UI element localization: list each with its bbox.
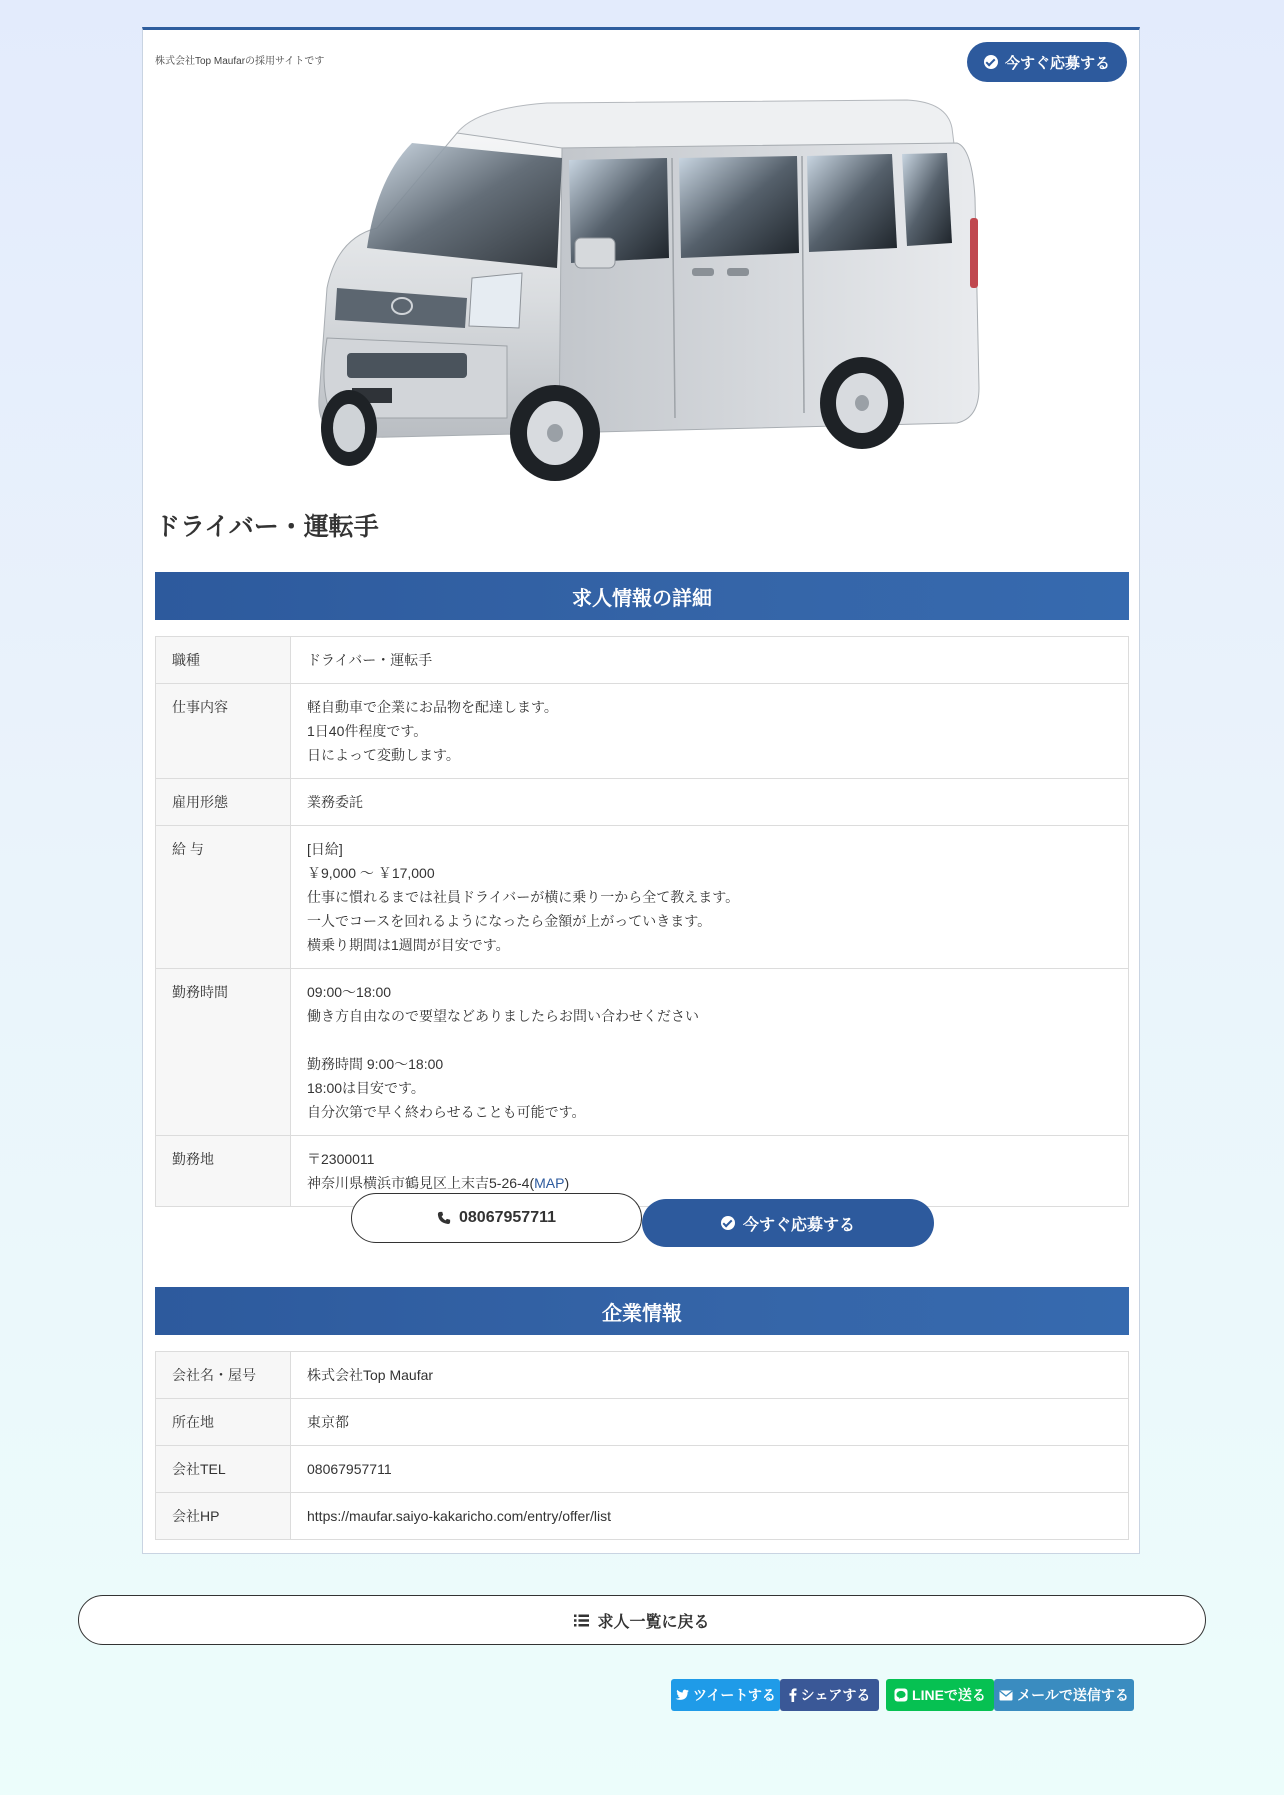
phone-icon: [437, 1211, 451, 1225]
apply-now-label: 今すぐ応募する: [742, 1216, 855, 1234]
list-icon: [574, 1614, 589, 1627]
postal-code: 〒2300011: [307, 1151, 375, 1167]
table-row: [156, 684, 1129, 779]
facebook-share-button[interactable]: [780, 1679, 879, 1711]
row-label: 仕事内容: [156, 684, 291, 779]
row-value: 東京都: [291, 1399, 1129, 1446]
row-label: 勤務地: [156, 1136, 291, 1207]
job-title: ドライバー・運転手: [155, 513, 379, 541]
row-value: 株式会社Top Maufar: [291, 1352, 1129, 1399]
table-row: [156, 826, 1129, 969]
mail-share-button[interactable]: [994, 1679, 1134, 1711]
tweet-label: ツイートする: [693, 1687, 776, 1703]
row-value: 軽自動車で企業にお品物を配達します。 1日40件程度です。 日によって変動します。: [291, 684, 1129, 779]
tweet-button[interactable]: [671, 1679, 780, 1711]
line-icon: [894, 1688, 908, 1702]
details-section-header: 求人情報の詳細: [155, 572, 1129, 620]
row-label: 給 与: [156, 826, 291, 969]
job-card: [142, 27, 1140, 1554]
table-row: [156, 1352, 1129, 1399]
table-row: [156, 1446, 1129, 1493]
row-value: 09:00～18:00 働き方自由なので要望などありましたらお問い合わせください 勤務時間 9:00〜18:00 18:00は目安です。 自分次第で早く終わらせることも可能です。: [291, 969, 1129, 1136]
row-label: 会社HP: [156, 1493, 291, 1540]
apply-now-button-top[interactable]: [967, 42, 1127, 82]
phone-number: 08067957711: [459, 1209, 556, 1226]
row-label: 職種: [156, 637, 291, 684]
line-share-label: LINEで送る: [912, 1687, 986, 1703]
vehicle-photo: [307, 88, 987, 518]
company-homepage-link[interactable]: https://maufar.saiyo-kakaricho.com/entry/offer/list: [291, 1493, 1129, 1540]
row-label: 勤務時間: [156, 969, 291, 1136]
row-value: 08067957711: [291, 1446, 1129, 1493]
apply-now-button[interactable]: [642, 1199, 934, 1247]
job-details-table: [155, 636, 1129, 1207]
table-row: [156, 1136, 1129, 1207]
apply-now-label: 今すぐ応募する: [1004, 54, 1110, 72]
row-value: 業務委託: [291, 779, 1129, 826]
twitter-icon: [675, 1689, 689, 1701]
back-to-list-button[interactable]: [78, 1595, 1206, 1645]
line-share-button[interactable]: [886, 1679, 994, 1711]
map-link[interactable]: MAP: [534, 1175, 565, 1191]
row-label: 所在地: [156, 1399, 291, 1446]
row-label: 雇用形態: [156, 779, 291, 826]
company-info-table: [155, 1351, 1129, 1540]
site-tagline: 株式会社Top Maufarの採用サイトです: [155, 56, 325, 67]
mail-share-label: メールで送信する: [1017, 1687, 1129, 1703]
table-row: [156, 779, 1129, 826]
table-row: [156, 1399, 1129, 1446]
table-row: [156, 1493, 1129, 1540]
facebook-icon: [789, 1688, 797, 1702]
phone-call-button[interactable]: [351, 1193, 642, 1243]
row-value: ドライバー・運転手: [291, 637, 1129, 684]
table-row: [156, 637, 1129, 684]
envelope-icon: [999, 1690, 1013, 1701]
work-address: 神奈川県横浜市鶴見区上末吉5-26-4(: [307, 1175, 535, 1191]
check-circle-icon: [721, 1216, 735, 1230]
row-label: 会社名・屋号: [156, 1352, 291, 1399]
check-circle-icon: [984, 55, 998, 69]
back-to-list-label: 求人一覧に戻る: [597, 1613, 710, 1631]
company-section-header: 企業情報: [155, 1287, 1129, 1335]
facebook-share-label: シェアする: [800, 1687, 871, 1703]
table-row: [156, 969, 1129, 1136]
row-label: 会社TEL: [156, 1446, 291, 1493]
address-close-paren: ): [564, 1175, 570, 1191]
row-value: [日給] ￥9,000 ～ ￥17,000 仕事に慣れるまでは社員ドライバーが横に乗り一から全て教えます。 一人でコースを回れるようになったら金額が上がっていきます。 横乗り期間は1週間が目安です。: [291, 826, 1129, 969]
